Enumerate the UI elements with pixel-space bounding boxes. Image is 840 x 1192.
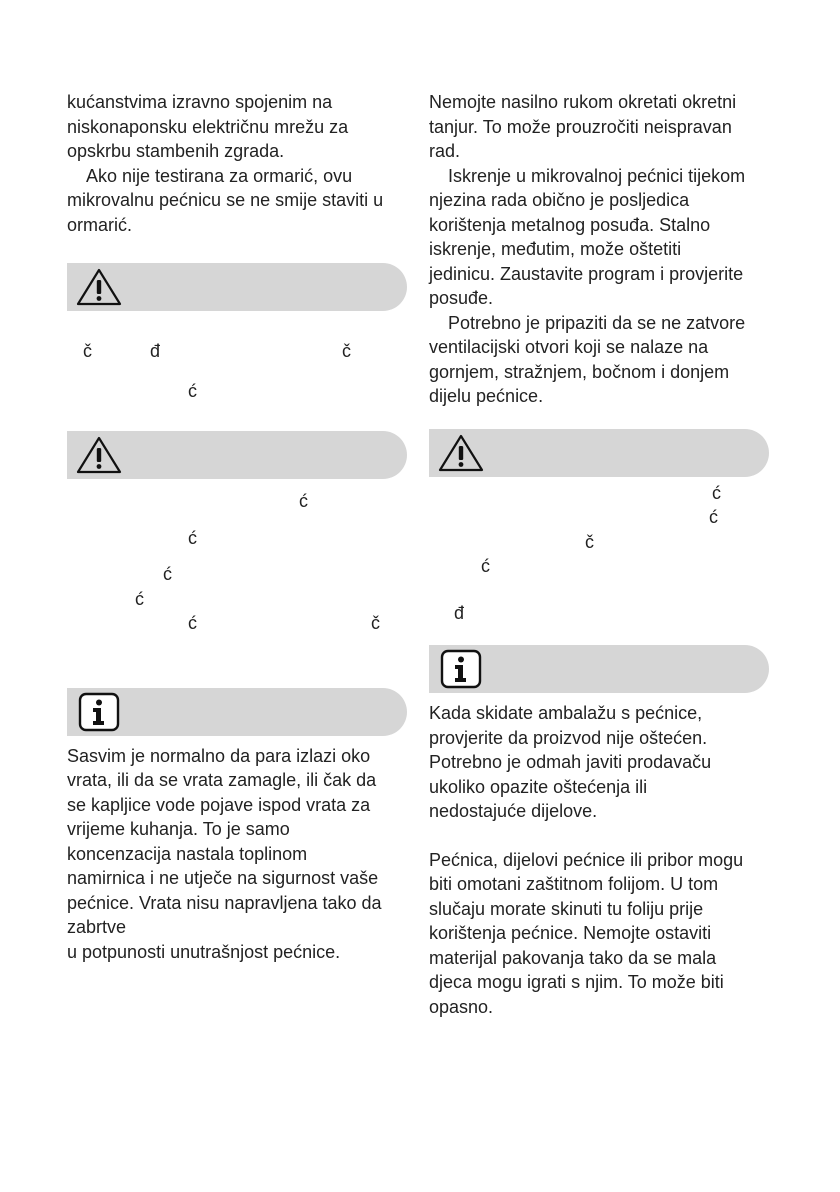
fragment-line bbox=[429, 601, 769, 626]
text-line: njezina rada obično je posljedica bbox=[429, 190, 690, 210]
text-line: rad. bbox=[429, 141, 461, 161]
fragment-line bbox=[67, 526, 407, 551]
fragment-line bbox=[67, 587, 407, 612]
warning-triangle-icon bbox=[75, 435, 123, 480]
text-line: u potpunosti unutrašnjost pećnice. bbox=[67, 941, 341, 962]
text-line: opskrbu stambenih zgrada. bbox=[67, 141, 285, 161]
text-line: korištenja pećnice. Nemojte ostaviti bbox=[429, 923, 712, 943]
fragment-line bbox=[429, 505, 769, 530]
text-line: posuđe. bbox=[429, 288, 494, 308]
info-box bbox=[429, 645, 769, 693]
text-line: koncenzacija nastala toplinom bbox=[67, 843, 308, 864]
fragment-line bbox=[429, 481, 769, 506]
fragment-line bbox=[67, 611, 407, 636]
warning-box bbox=[67, 431, 407, 479]
text-line: ventilacijski otvori koji se nalaze na bbox=[429, 337, 709, 357]
char-fragment: đ bbox=[454, 602, 465, 623]
info-box bbox=[67, 688, 407, 736]
char-fragment: č bbox=[83, 341, 92, 361]
text-line: korištenja metalnog posuđa. Stalno bbox=[429, 214, 711, 235]
char-fragment: ć bbox=[188, 527, 197, 548]
char-fragment: č bbox=[371, 613, 380, 633]
text-line: nedostajuće dijelove. bbox=[429, 801, 598, 821]
fragment-line bbox=[67, 379, 407, 404]
right-column bbox=[429, 90, 769, 1019]
char-fragment: ć bbox=[709, 507, 718, 527]
text-line: pećnice. Vrata nisu napravljena tako da bbox=[67, 892, 382, 913]
char-fragment: č bbox=[342, 341, 351, 361]
char-fragment: ć bbox=[712, 482, 721, 503]
text-line: mikrovalnu pećnicu se ne smije staviti u bbox=[67, 190, 384, 210]
text-line: Sasvim je normalno da para izlazi oko bbox=[67, 745, 371, 766]
text-line: Nemojte nasilno rukom okretati okretni bbox=[429, 92, 737, 112]
text-line: vrijeme kuhanja. To je samo bbox=[67, 819, 290, 839]
warning-box bbox=[67, 263, 407, 311]
text-line: Ako nije testirana za ormarić, ovu bbox=[86, 165, 353, 186]
char-fragment: ć bbox=[188, 380, 197, 401]
char-fragment: ć bbox=[188, 613, 197, 633]
text-line: zabrtve bbox=[67, 917, 127, 937]
text-line: namirnica i ne utječe na sigurnost vaše bbox=[67, 868, 379, 888]
text-line: iskrenje, međutim, može oštetiti bbox=[429, 239, 682, 259]
text-line: jedinicu. Zaustavite program i provjerite bbox=[429, 263, 744, 284]
text-line: Pećnica, dijelovi pećnice ili pribor mogu bbox=[429, 849, 744, 870]
warning-triangle-icon bbox=[75, 267, 123, 312]
warning-box bbox=[429, 429, 769, 477]
text-line: biti omotani zaštitnom folijom. U tom bbox=[429, 874, 719, 894]
char-fragment: ć bbox=[163, 564, 172, 584]
char-fragment: č bbox=[585, 531, 594, 552]
char-fragment: ć bbox=[299, 491, 308, 511]
text-line: Potrebno je pripaziti da se ne zatvore bbox=[448, 312, 746, 333]
text-line: dijelu pećnice. bbox=[429, 386, 544, 406]
text-line: tanjur. To može prouzročiti neispravan bbox=[429, 116, 732, 137]
fragment-line bbox=[429, 554, 769, 579]
fragment-line bbox=[67, 562, 407, 587]
text-line: Kada skidate ambalažu s pećnice, bbox=[429, 703, 703, 723]
text-line: opasno. bbox=[429, 996, 494, 1017]
text-line: provjerite da proizvod nije oštećen. bbox=[429, 727, 708, 748]
text-line: niskonaponsku električnu mrežu za bbox=[67, 116, 349, 137]
fragment-line bbox=[67, 489, 407, 514]
fragment-line bbox=[429, 530, 769, 555]
text-line: ukoliko opazite oštećenja ili bbox=[429, 776, 648, 797]
fragment-line bbox=[67, 339, 407, 364]
text-line: gornjem, stražnjem, bočnom i donjem bbox=[429, 361, 730, 382]
warning-triangle-icon bbox=[437, 433, 485, 478]
text-line: vrata, ili da se vrata zamagle, ili čak da bbox=[67, 770, 377, 790]
info-icon bbox=[437, 649, 485, 694]
char-fragment: ć bbox=[135, 588, 144, 609]
left-column bbox=[67, 90, 407, 964]
char-fragment: ć bbox=[481, 556, 490, 576]
info-icon bbox=[75, 692, 123, 737]
char-fragment: đ bbox=[150, 341, 161, 361]
text-line: ormarić. bbox=[67, 214, 133, 235]
text-line: kućanstvima izravno spojenim na bbox=[67, 92, 333, 112]
text-line: Potrebno je odmah javiti prodavaču bbox=[429, 752, 712, 772]
text-line: materijal pakovanja tako da se mala bbox=[429, 947, 717, 968]
text-line: Iskrenje u mikrovalnoj pećnici tijekom bbox=[448, 165, 746, 186]
text-line: slučaju morate skinuti tu foliju prije bbox=[429, 898, 704, 919]
text-line: se kapljice vode pojave ispod vrata za bbox=[67, 794, 371, 815]
text-line: djeca mogu igrati s njim. To može biti bbox=[429, 972, 724, 992]
